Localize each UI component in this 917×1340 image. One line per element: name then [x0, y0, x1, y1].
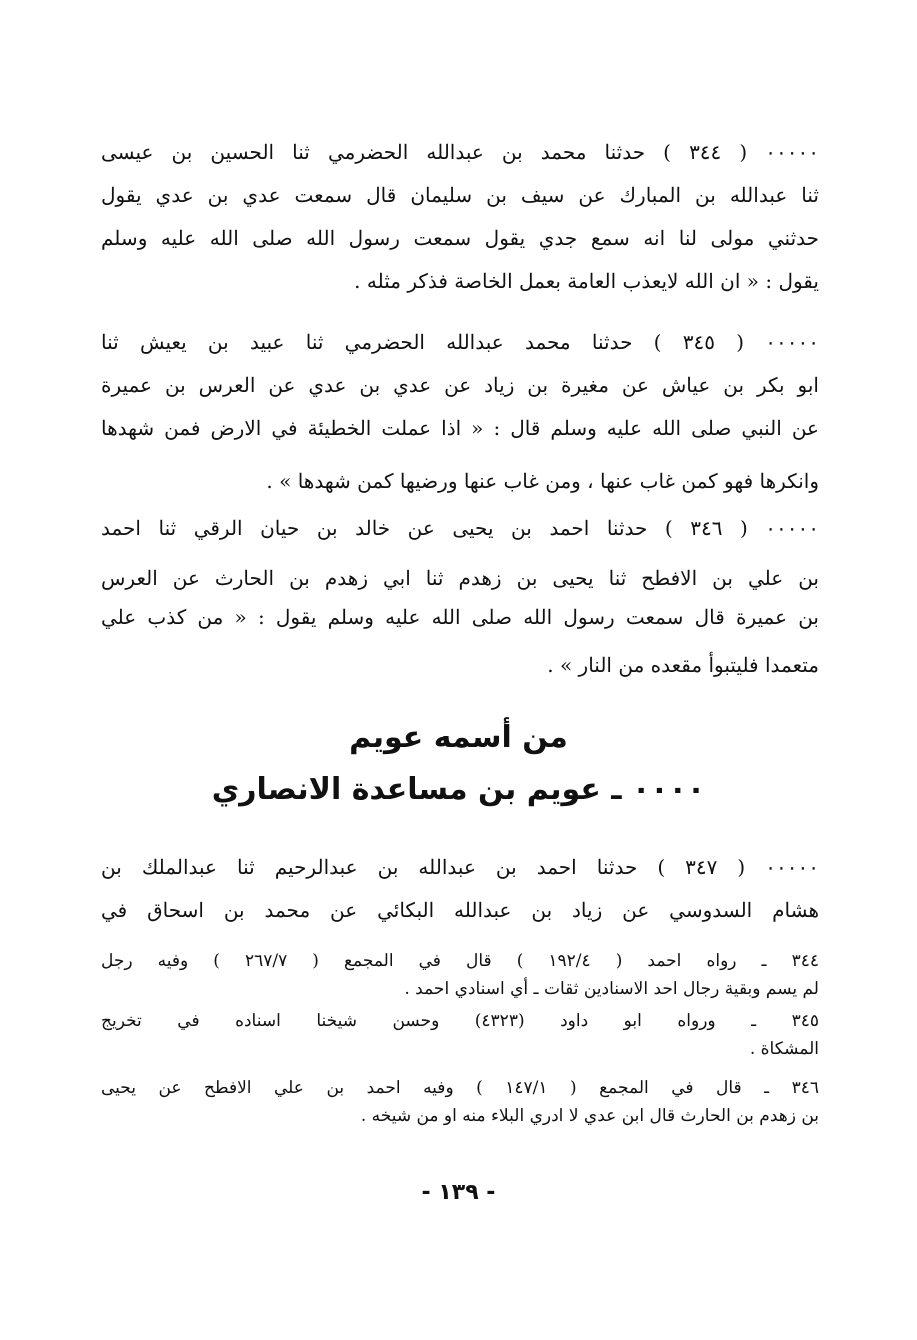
- footnote-344-line-1: ٣٤٤ ـ رواه احمد ( ١٩٢/٤ ) قال في المجمع ( ٢٦٧/٧ ) وفيه رجل: [101, 951, 819, 971]
- footnote-345-line-1: ٣٤٥ ـ ورواه ابو داود (٤٣٢٣) وحسن شيخنا اسناده في تخريج: [101, 1011, 819, 1031]
- hadith-347-line-2: هشام السدوسي عن زياد بن عبدالله البكائي عن محمد بن اسحاق في: [101, 898, 819, 922]
- section-subtitle: ٠٠٠٠ ـ عويم بن مساعدة الانصاري: [211, 772, 706, 807]
- footnote-346-line-2: بن زهدم بن الحارث قال ابن عدي لا ادري البلاء منه او من شيخه .: [360, 1106, 819, 1126]
- footnote-345-line-2: المشكاة .: [749, 1039, 819, 1059]
- section-title: من أسمه عويم: [349, 720, 568, 755]
- hadith-345-line-2: ابو بكر بن عياش عن مغيرة بن زياد عن عدي بن عدي عن العرس بن عميرة: [101, 373, 819, 397]
- hadith-345-line-3: عن النبي صلى الله عليه وسلم قال : « اذا عملت الخطيئة في الارض فمن شهدها: [101, 416, 819, 440]
- footnote-344-line-2: لم يسم وبقية رجال احد الاسنادين ثقات ـ أي اسنادي احمد .: [404, 979, 819, 999]
- hadith-345-line-4: وانكرها فهو كمن غاب عنها ، ومن غاب عنها ورضيها كمن شهدها » .: [266, 469, 819, 493]
- hadith-346-line-2: بن علي بن الافطح ثنا يحيى بن زهدم ثنا ابي زهدم بن الحارث عن العرس: [101, 566, 819, 590]
- hadith-344-line-1: ٠٠٠٠٠ ( ٣٤٤ ) حدثنا محمد بن عبدالله الحضرمي ثنا الحسين بن عيسى: [101, 140, 819, 164]
- hadith-347-line-1: ٠٠٠٠٠ ( ٣٤٧ ) حدثنا احمد بن عبدالله بن عبدالرحيم ثنا عبدالملك بن: [101, 855, 819, 879]
- hadith-344-line-4: يقول : « ان الله لايعذب العامة بعمل الخاصة فذكر مثله .: [354, 269, 819, 293]
- hadith-346-line-1: ٠٠٠٠٠ ( ٣٤٦ ) حدثنا احمد بن يحيى عن خالد بن حيان الرقي ثنا احمد: [101, 516, 819, 540]
- hadith-346-line-4: متعمدا فليتبوأ مقعده من النار » .: [547, 653, 819, 677]
- page-number: - ١٣٩ -: [421, 1180, 496, 1205]
- footnote-346-line-1: ٣٤٦ ـ قال في المجمع ( ١٤٧/١ ) وفيه احمد بن علي الافطح عن يحيى: [101, 1078, 819, 1098]
- hadith-346-line-3: بن عميرة قال سمعت رسول الله صلى الله عليه وسلم يقول : « من كذب علي: [101, 605, 819, 629]
- hadith-344-line-3: حدثني مولى لنا انه سمع جدي يقول سمعت رسول الله صلى الله عليه وسلم: [101, 226, 819, 250]
- hadith-344-line-2: ثنا عبدالله بن المبارك عن سيف بن سليمان قال سمعت عدي بن عدي يقول: [101, 183, 819, 207]
- hadith-345-line-1: ٠٠٠٠٠ ( ٣٤٥ ) حدثنا محمد عبدالله الحضرمي ثنا عبيد بن يعيش ثنا: [101, 330, 819, 354]
